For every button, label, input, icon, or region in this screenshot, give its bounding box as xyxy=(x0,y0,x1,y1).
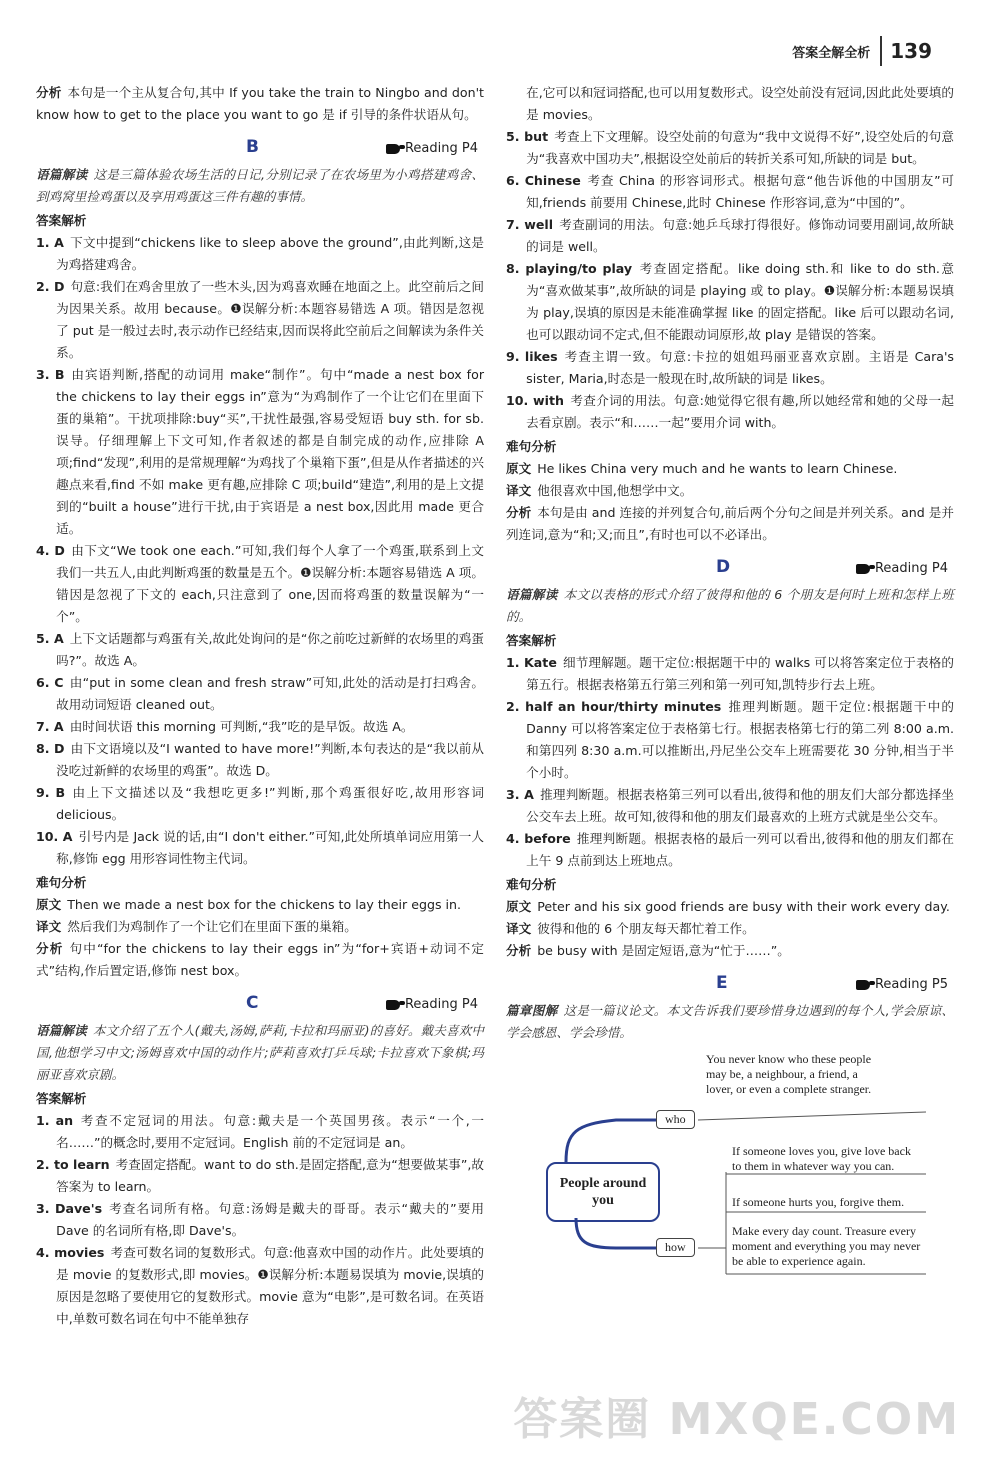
left-column xyxy=(36,82,484,1330)
mind-map-who-node: who xyxy=(656,1110,695,1129)
section-c-answer-list-continued xyxy=(506,126,954,434)
answer-item: 9. B 由上下文描述以及“我想吃更多!”判断,那个鸡蛋很好吃,故用形容词 delicious。 xyxy=(36,785,484,822)
answer-item: 4. before 推理判断题。根据表格的最后一列可以看出,彼得和他的朋友们都在上午 9 点前到达上班地点。 xyxy=(506,831,954,868)
answer-item: 1. A 下文中提到“chickens like to sleep above the ground”,由此判断,这是为鸡搭建鸡舍。 xyxy=(36,235,484,272)
difficult-analysis: 分析 本句是由 and 连接的并列复合句,前后两个分句之间是并列关系。and 是并列连词,意为“和;又;而且”,有时也可以不必译出。 xyxy=(506,505,955,542)
intro-analysis: 分析 本句是一个主从复合句,其中 If you take the train to Ningbo and don't know how to get to the place you want to go 是 if 引导的条件状语从句。 xyxy=(36,85,484,122)
section-b-source: Reading P4 xyxy=(404,141,478,156)
right-column xyxy=(506,82,954,1282)
section-e-source: Reading P5 xyxy=(874,977,948,992)
section-c-reading: 语篇解读 本文介绍了五个人(戴夫,汤姆,萨莉,卡拉和玛丽亚)的喜好。戴夫喜欢中国,他想学习中文;汤姆喜欢中国的动作片;萨莉喜欢打乒乓球;卡拉喜欢下象棋;玛丽亚喜欢京剧。 xyxy=(36,1023,484,1082)
section-b-reading: 语篇解读 这是三篇体验农场生活的日记,分别记录了在农场里为小鸡搭建鸡舍、到鸡窝里捡鸡蛋以及享用鸡蛋这三件有趣的事情。 xyxy=(36,167,484,204)
difficult-translation: 译文 彼得和他的 6 个朋友每天都忙着工作。 xyxy=(506,921,755,936)
mind-map-how-text-2: If someone hurts you, forgive them. xyxy=(732,1195,905,1209)
section-d-answers-title: 答案解析 xyxy=(506,633,557,648)
pointing-hand-icon xyxy=(856,980,870,990)
pointing-hand-icon xyxy=(386,1000,400,1010)
answer-item: 3. A 推理判断题。根据表格第三列可以看出,彼得和他的朋友们大部分都选择坐公交车去上班。故可知,彼得和他的朋友们最喜欢的上班方式就是坐公交车。 xyxy=(506,787,954,824)
page-header xyxy=(792,36,932,66)
header-divider xyxy=(880,36,882,66)
answer-item: 10. with 考查介词的用法。句意:她觉得它很有趣,所以她经常和她的父母一起去看京剧。表示“和……一起”要用介词 with。 xyxy=(506,393,954,430)
difficult-original: 原文 Then we made a nest box for the chickens to lay their eggs in. xyxy=(36,897,462,912)
mind-map-center-node: People around you xyxy=(546,1162,660,1222)
section-c-answers-title: 答案解析 xyxy=(36,1091,87,1106)
answer-item: 2. half an hour/thirty minutes 推理判断题。题干定位:根据题干中的 Danny 可以将答案定位于表格第七行。根据表格第七行的第二列 8:00 a.m.和第四列 8:30 a.m.可以推断出,丹尼坐公交车上班需要花 30 分钟,相当于半个小时。 xyxy=(506,699,955,780)
answer-item: 9. likes 考查主谓一致。句意:卡拉的姐姐玛丽亚喜欢京剧。主语是 Cara's sister, Maria,时态是一般现在时,故所缺的词是 likes。 xyxy=(506,349,954,386)
section-e-reading: 篇章图解 这是一篇议论文。本文告诉我们要珍惜身边遇到的每个人,学会原谅、学会感恩、学会珍惜。 xyxy=(506,1003,954,1040)
mind-map xyxy=(506,1052,926,1282)
answer-item: 8. playing/to play 考查固定搭配。like doing sth.和 like to do sth.意为“喜欢做某事”,故所缺的词是 playing 或 to play。❶误解分析:本题易误填为 play,误填的原因是未能准确掌握 like 的固定搭配。like 后可以跟动名词,也可以跟动词不定式,但不能跟动词原形,故 play 是错误的答案。 xyxy=(506,261,954,342)
answer-item: 2. D 句意:我们在鸡舍里放了一些木头,因为鸡喜欢睡在地面之上。此空前后之间为因果关系。故用 because。❶误解分析:本题容易错选 A 项。错因是忽视了 put 是一般过去时,表示动作已经结束,因而误将此空前后之间解读为条件关系。 xyxy=(36,279,484,360)
section-b-header xyxy=(36,134,484,162)
continued-text: 在,它可以和冠词搭配,也可以用复数形式。设空处前没有冠词,因此此处要填的是 movies。 xyxy=(526,85,954,122)
answer-item: 5. A 上下文话题都与鸡蛋有关,故此处询问的是“你之前吃过新鲜的农场里的鸡蛋吗?”。故选 A。 xyxy=(36,631,484,668)
mind-map-how-node: how xyxy=(656,1238,695,1257)
section-b-letter: B xyxy=(246,137,259,157)
watermark: 答案圈 MXQE.COM xyxy=(513,1394,960,1445)
answer-item: 7. A 由时间状语 this morning 可判断,“我”吃的是早饭。故选 A。 xyxy=(36,719,414,734)
section-d-source: Reading P4 xyxy=(874,561,948,576)
pointing-hand-icon xyxy=(856,564,870,574)
answer-item: 8. D 由下文语境以及“I wanted to have more!”判断,本句表达的是“我以前从没吃过新鲜的农场里的鸡蛋”。故选 D。 xyxy=(36,741,485,778)
answer-item: 6. C 由“put in some clean and fresh straw”可知,此处的活动是打扫鸡舍。故用动词短语 cleaned out。 xyxy=(36,675,484,712)
answer-item: 3. B 由宾语判断,搭配的动词用 make“制作”。句中“made a nest box for the chickens to lay their eggs in”意为“为鸡制作了一个让它们在里面下蛋的巢箱”。干扰项排除:buy“买”,干扰性最强,容易受短语 buy sth. for sb.误导。仔细理解上下文可知,作者叙述的都是自制完成的动作,应排除 A 项;find“发现”,利用的是常规理解“为鸡找了个巢箱下蛋”,但是从作者描述的兴趣点来看,find 不如 make 更有趣,应排除 C 项;build“建造”,利用的是上文提到的“built a house”进行干扰,由于宾语是 a nest box,因此用 made 更合适。 xyxy=(36,367,485,536)
answer-item: 2. to learn 考查固定搭配。want to do sth.是固定搭配,意为“想要做某事”,故答案为 to learn。 xyxy=(36,1157,484,1194)
difficult-original: 原文 He likes China very much and he wants to learn Chinese. xyxy=(506,461,898,476)
section-b-answers-title: 答案解析 xyxy=(36,213,87,228)
difficult-translation: 译文 然后我们为鸡制作了一个让它们在里面下蛋的巢箱。 xyxy=(36,919,357,934)
section-c-source: Reading P4 xyxy=(404,997,478,1012)
section-c-header xyxy=(36,990,484,1018)
mind-map-how-text-1: If someone loves you, give love back to them in whatever way you can. xyxy=(732,1144,911,1173)
answer-item: 10. A 引号内是 Jack 说的话,由“I don't either.”可知,此处所填单词应用第一人称,修饰 egg 用形容词性物主代词。 xyxy=(36,829,484,866)
pointing-hand-icon xyxy=(386,144,400,154)
section-d-reading: 语篇解读 本文以表格的形式介绍了彼得和他的 6 个朋友是何时上班和怎样上班的。 xyxy=(506,587,955,624)
section-d-difficult-title: 难句分析 xyxy=(506,877,557,892)
section-d-header xyxy=(506,554,954,582)
answer-item: 4. D 由下文“We took one each.”可知,我们每个人拿了一个鸡蛋,联系到上文我们一共五人,由此判断鸡蛋的数量是五个。❶误解分析:本题容易错选 A 项。错因是忽视了下文的 each,只注意到了 one,因而将鸡蛋的数量误解为“一个”。 xyxy=(36,543,485,624)
section-e-header xyxy=(506,970,954,998)
section-c-letter: C xyxy=(246,993,259,1013)
page-number: 139 xyxy=(890,39,932,63)
answer-item: 6. Chinese 考查 China 的形容词形式。根据句意“他告诉他的中国朋友”可知,friends 前要用 Chinese,此时 Chinese 作形容词,意为“中国的”。 xyxy=(506,173,954,210)
difficult-analysis: 分析 be busy with 是固定短语,意为“忙于……”。 xyxy=(506,943,790,958)
mind-map-who-text: You never know who these people may be, a neighbour, a friend, a lover, or even a complete stranger. xyxy=(706,1052,872,1096)
section-d-letter: D xyxy=(716,557,731,577)
answer-item: 1. an 考查不定冠词的用法。句意:戴夫是一个英国男孩。表示“一个,一名……”的概念时,要用不定冠词。English 前的不定冠词是 an。 xyxy=(36,1113,484,1150)
section-e-letter: E xyxy=(716,973,728,993)
mind-map-how-text-3: Make every day count. Treasure every moment and everything you may never be able to experience again. xyxy=(732,1224,921,1268)
answer-item: 7. well 考查副词的用法。句意:她乒乓球打得很好。修饰动词要用副词,故所缺的词是 well。 xyxy=(506,217,954,254)
section-c-difficult-title: 难句分析 xyxy=(506,439,557,454)
difficult-translation: 译文 他很喜欢中国,他想学中文。 xyxy=(506,483,693,498)
difficult-analysis: 分析 句中“for the chickens to lay their eggs in”为“for+宾语+动词不定式”结构,作后置定语,修饰 nest box。 xyxy=(36,941,484,978)
section-d-answer-list xyxy=(506,652,954,872)
answer-item: 3. Dave's 考查名词所有格。句意:汤姆是戴夫的哥哥。表示“戴夫的”要用 Dave 的名词所有格,即 Dave's。 xyxy=(36,1201,484,1238)
section-c-answer-list xyxy=(36,1110,484,1330)
section-b-answer-list xyxy=(36,232,484,870)
answer-item: 1. Kate 细节理解题。题干定位:根据题干中的 walks 可以将答案定位于表格的第五行。根据表格第五行第三列和第一列可知,凯特步行去上班。 xyxy=(506,655,954,692)
answer-item: 5. but 考查上下文理解。设空处前的句意为“我中文说得不好”,设空处后的句意为“我喜欢中国功夫”,根据设空处前后的转折关系可知,所缺的词是 but。 xyxy=(506,129,954,166)
answer-item: 4. movies 考查可数名词的复数形式。句意:他喜欢中国的动作片。此处要填的是 movie 的复数形式,即 movies。❶误解分析:本题易误填为 movie,误填的原因是忽略了要使用它的复数形式。movie 意为“电影”,是可数名词。在英语中,单数可数名词在句中不能单独存 xyxy=(36,1245,484,1326)
header-title: 答案全解全析 xyxy=(792,45,871,61)
difficult-original: 原文 Peter and his six good friends are busy with their work every day. xyxy=(506,899,950,914)
section-b-difficult-title: 难句分析 xyxy=(36,875,87,890)
